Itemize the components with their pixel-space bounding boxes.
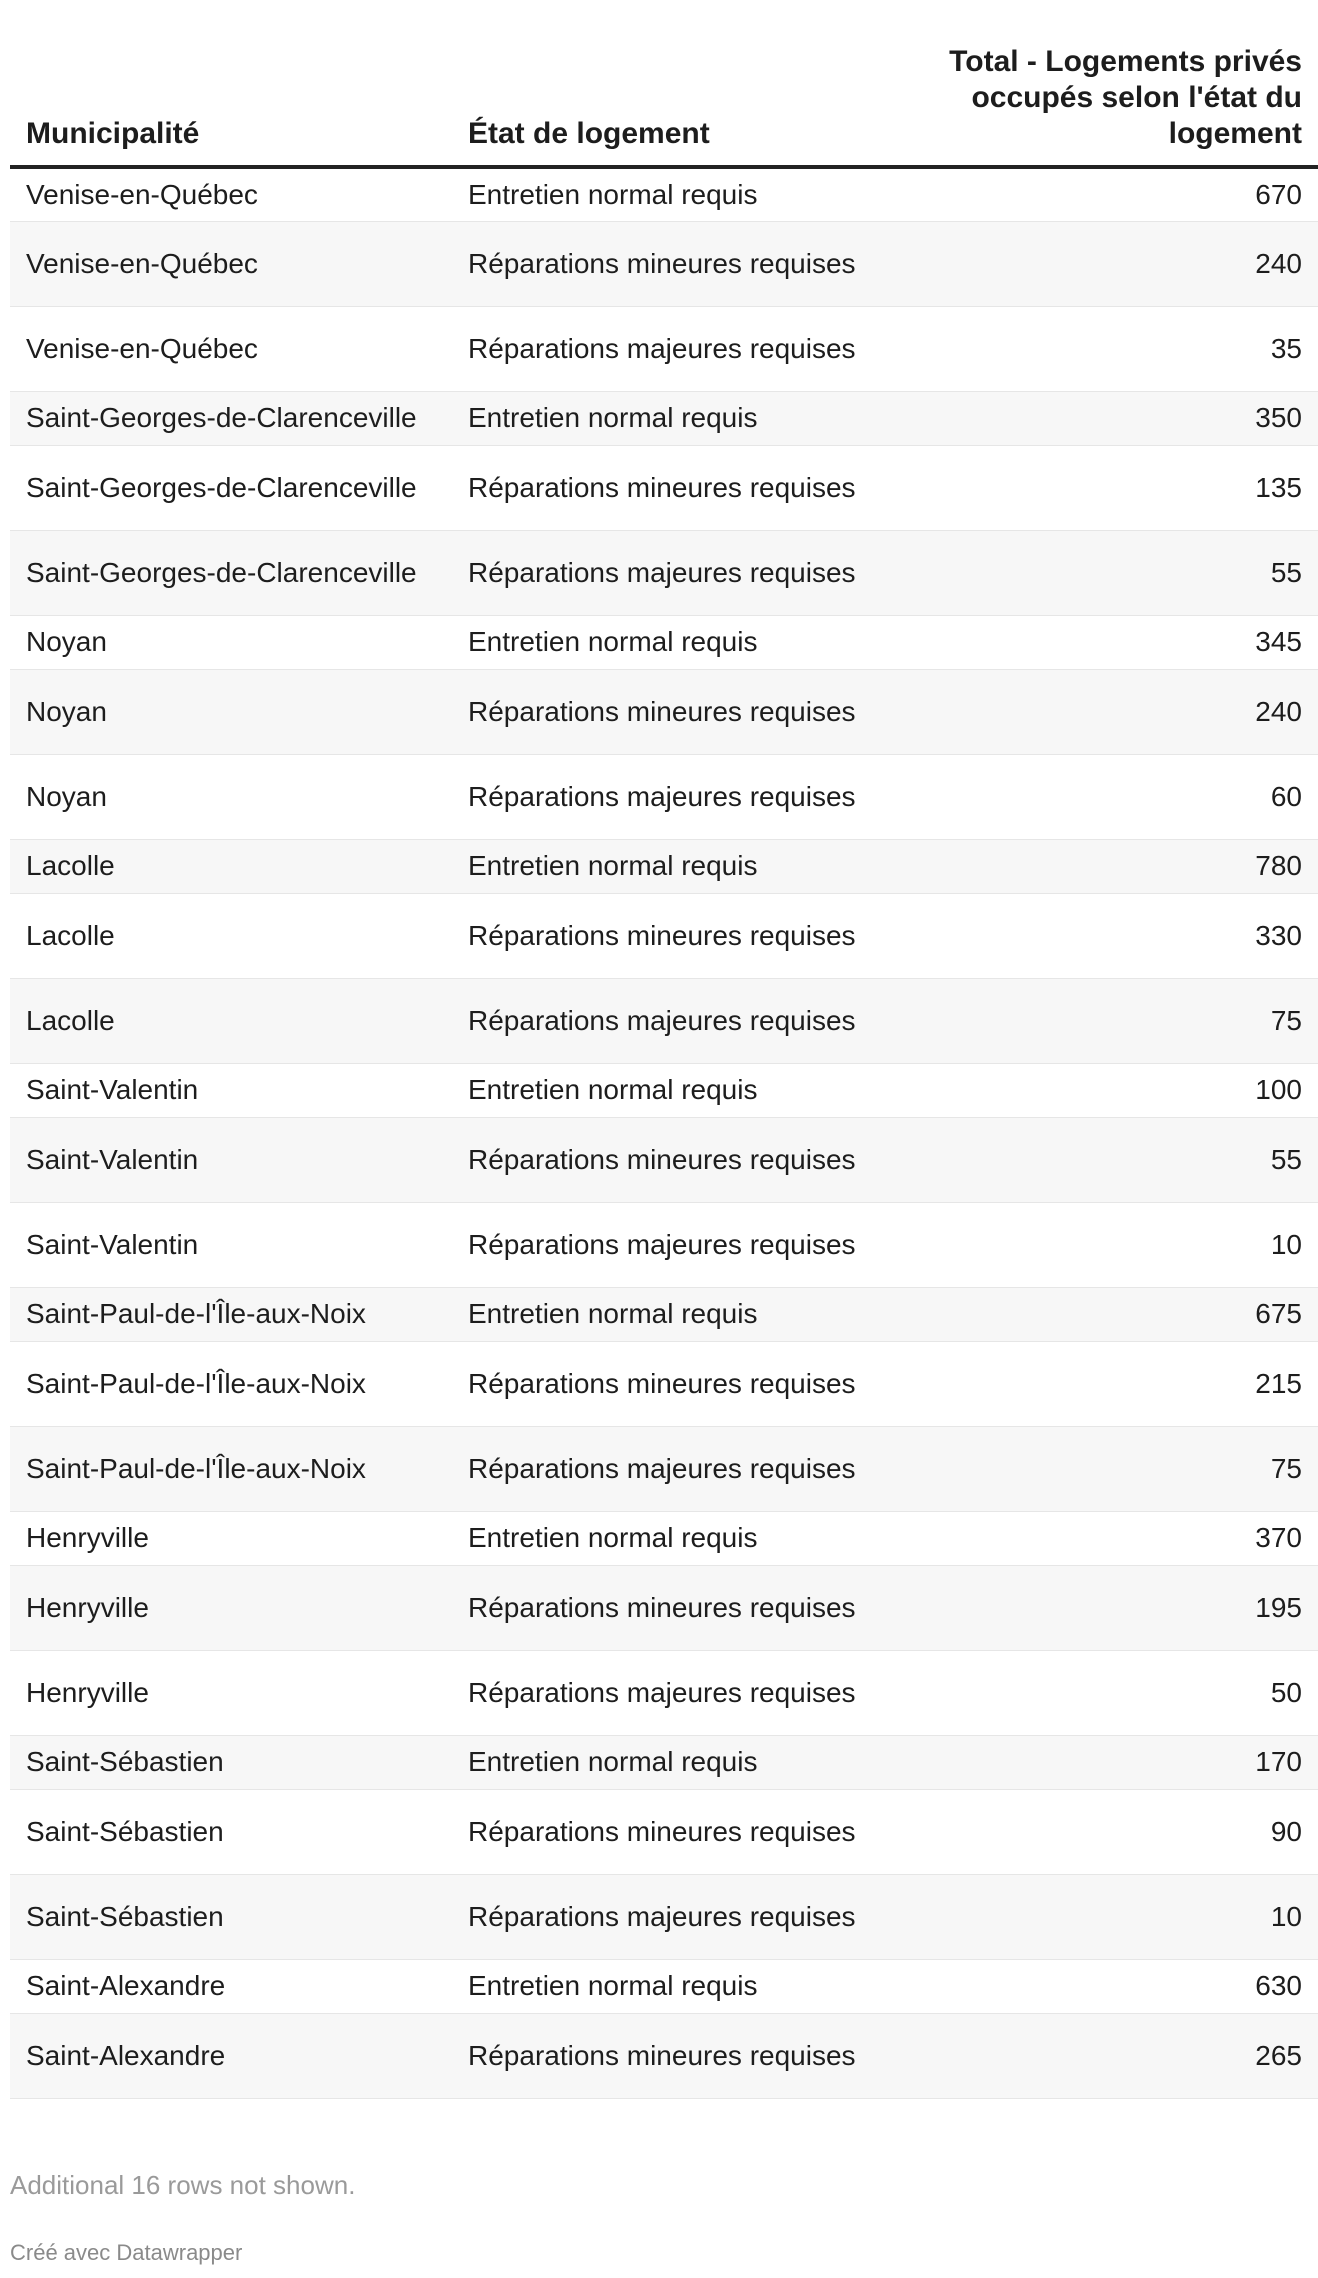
cell-municipalite: Venise-en-Québec xyxy=(10,221,440,306)
table-row xyxy=(10,391,1318,445)
cell-total: 55 xyxy=(882,530,1318,615)
table-row xyxy=(10,1789,1318,1874)
cell-total: 35 xyxy=(882,306,1318,391)
cell-municipalite: Saint-Paul-de-l'Île-aux-Noix xyxy=(10,1287,440,1341)
cell-etat-logement: Réparations mineures requises xyxy=(440,221,882,306)
table-row xyxy=(10,1202,1318,1287)
cell-municipalite: Saint-Paul-de-l'Île-aux-Noix xyxy=(10,1341,440,1426)
cell-total: 55 xyxy=(882,1117,1318,1202)
cell-total: 345 xyxy=(882,615,1318,669)
column-header-total[interactable]: Total - Logements privés occupés selon l'état du logement xyxy=(882,0,1318,167)
cell-total: 370 xyxy=(882,1511,1318,1565)
table-row xyxy=(10,1426,1318,1511)
table-row xyxy=(10,1063,1318,1117)
cell-municipalite: Venise-en-Québec xyxy=(10,306,440,391)
table-row xyxy=(10,1117,1318,1202)
cell-municipalite: Saint-Valentin xyxy=(10,1202,440,1287)
cell-etat-logement: Réparations majeures requises xyxy=(440,1426,882,1511)
cell-total: 265 xyxy=(882,2013,1318,2098)
cell-municipalite: Saint-Valentin xyxy=(10,1117,440,1202)
cell-total: 90 xyxy=(882,1789,1318,1874)
cell-municipalite: Lacolle xyxy=(10,839,440,893)
table-row xyxy=(10,2013,1318,2098)
header-row xyxy=(10,0,1318,167)
table-row xyxy=(10,615,1318,669)
cell-municipalite: Lacolle xyxy=(10,893,440,978)
table-row xyxy=(10,1650,1318,1735)
cell-municipalite: Saint-Valentin xyxy=(10,1063,440,1117)
cell-municipalite: Henryville xyxy=(10,1511,440,1565)
table-row xyxy=(10,1735,1318,1789)
cell-municipalite: Noyan xyxy=(10,615,440,669)
cell-municipalite: Saint-Alexandre xyxy=(10,2013,440,2098)
cell-municipalite: Saint-Sébastien xyxy=(10,1735,440,1789)
cell-total: 135 xyxy=(882,445,1318,530)
cell-total: 350 xyxy=(882,391,1318,445)
cell-total: 50 xyxy=(882,1650,1318,1735)
cell-etat-logement: Réparations majeures requises xyxy=(440,530,882,615)
cell-etat-logement: Entretien normal requis xyxy=(440,1287,882,1341)
cell-etat-logement: Entretien normal requis xyxy=(440,1511,882,1565)
cell-municipalite: Saint-Alexandre xyxy=(10,1959,440,2013)
cell-etat-logement: Entretien normal requis xyxy=(440,1063,882,1117)
cell-municipalite: Noyan xyxy=(10,669,440,754)
cell-etat-logement: Réparations mineures requises xyxy=(440,445,882,530)
cell-total: 240 xyxy=(882,221,1318,306)
cell-total: 240 xyxy=(882,669,1318,754)
cell-total: 195 xyxy=(882,1565,1318,1650)
cell-total: 630 xyxy=(882,1959,1318,2013)
table-row xyxy=(10,669,1318,754)
table-body xyxy=(10,167,1318,2098)
cell-etat-logement: Entretien normal requis xyxy=(440,1959,882,2013)
chart-credit: Créé avec Datawrapper xyxy=(10,2240,243,2265)
cell-municipalite: Venise-en-Québec xyxy=(10,167,440,221)
table-row xyxy=(10,839,1318,893)
cell-total: 675 xyxy=(882,1287,1318,1341)
table-row xyxy=(10,167,1318,221)
cell-municipalite: Saint-Sébastien xyxy=(10,1874,440,1959)
cell-total: 75 xyxy=(882,1426,1318,1511)
cell-municipalite: Noyan xyxy=(10,754,440,839)
cell-etat-logement: Réparations majeures requises xyxy=(440,978,882,1063)
cell-municipalite: Henryville xyxy=(10,1565,440,1650)
table-row xyxy=(10,306,1318,391)
cell-etat-logement: Réparations mineures requises xyxy=(440,1341,882,1426)
cell-total: 330 xyxy=(882,893,1318,978)
cell-municipalite: Saint-Georges-de-Clarenceville xyxy=(10,530,440,615)
table-row xyxy=(10,445,1318,530)
cell-etat-logement: Réparations mineures requises xyxy=(440,2013,882,2098)
cell-etat-logement: Réparations mineures requises xyxy=(440,1789,882,1874)
column-header-municipalite[interactable]: Municipalité xyxy=(10,0,440,167)
cell-municipalite: Henryville xyxy=(10,1650,440,1735)
cell-total: 100 xyxy=(882,1063,1318,1117)
table-row xyxy=(10,1341,1318,1426)
cell-etat-logement: Réparations mineures requises xyxy=(440,1117,882,1202)
table-row xyxy=(10,1511,1318,1565)
cell-total: 75 xyxy=(882,978,1318,1063)
cell-total: 780 xyxy=(882,839,1318,893)
cell-municipalite: Saint-Sébastien xyxy=(10,1789,440,1874)
cell-etat-logement: Réparations mineures requises xyxy=(440,1565,882,1650)
data-table-container xyxy=(10,0,1302,2099)
cell-etat-logement: Réparations majeures requises xyxy=(440,306,882,391)
cell-etat-logement: Réparations majeures requises xyxy=(440,1202,882,1287)
cell-etat-logement: Entretien normal requis xyxy=(440,839,882,893)
table-row xyxy=(10,754,1318,839)
cell-municipalite: Saint-Georges-de-Clarenceville xyxy=(10,445,440,530)
cell-total: 10 xyxy=(882,1202,1318,1287)
cell-total: 215 xyxy=(882,1341,1318,1426)
table-notes: Additional 16 rows not shown. xyxy=(10,2170,356,2200)
table-row xyxy=(10,1565,1318,1650)
table-row xyxy=(10,893,1318,978)
table-row xyxy=(10,978,1318,1063)
column-header-etat-logement[interactable]: État de logement xyxy=(440,0,882,167)
cell-etat-logement: Entretien normal requis xyxy=(440,391,882,445)
cell-total: 670 xyxy=(882,167,1318,221)
table-row xyxy=(10,1874,1318,1959)
cell-municipalite: Saint-Paul-de-l'Île-aux-Noix xyxy=(10,1426,440,1511)
cell-municipalite: Lacolle xyxy=(10,978,440,1063)
cell-total: 170 xyxy=(882,1735,1318,1789)
cell-total: 60 xyxy=(882,754,1318,839)
cell-etat-logement: Réparations majeures requises xyxy=(440,1650,882,1735)
table-row xyxy=(10,1959,1318,2013)
cell-etat-logement: Réparations mineures requises xyxy=(440,893,882,978)
cell-etat-logement: Réparations majeures requises xyxy=(440,1874,882,1959)
data-table xyxy=(10,0,1318,2099)
table-row xyxy=(10,221,1318,306)
cell-total: 10 xyxy=(882,1874,1318,1959)
cell-etat-logement: Entretien normal requis xyxy=(440,167,882,221)
table-row xyxy=(10,1287,1318,1341)
cell-etat-logement: Entretien normal requis xyxy=(440,615,882,669)
cell-etat-logement: Réparations mineures requises xyxy=(440,669,882,754)
cell-municipalite: Saint-Georges-de-Clarenceville xyxy=(10,391,440,445)
cell-etat-logement: Réparations majeures requises xyxy=(440,754,882,839)
table-header xyxy=(10,0,1318,167)
table-row xyxy=(10,530,1318,615)
cell-etat-logement: Entretien normal requis xyxy=(440,1735,882,1789)
